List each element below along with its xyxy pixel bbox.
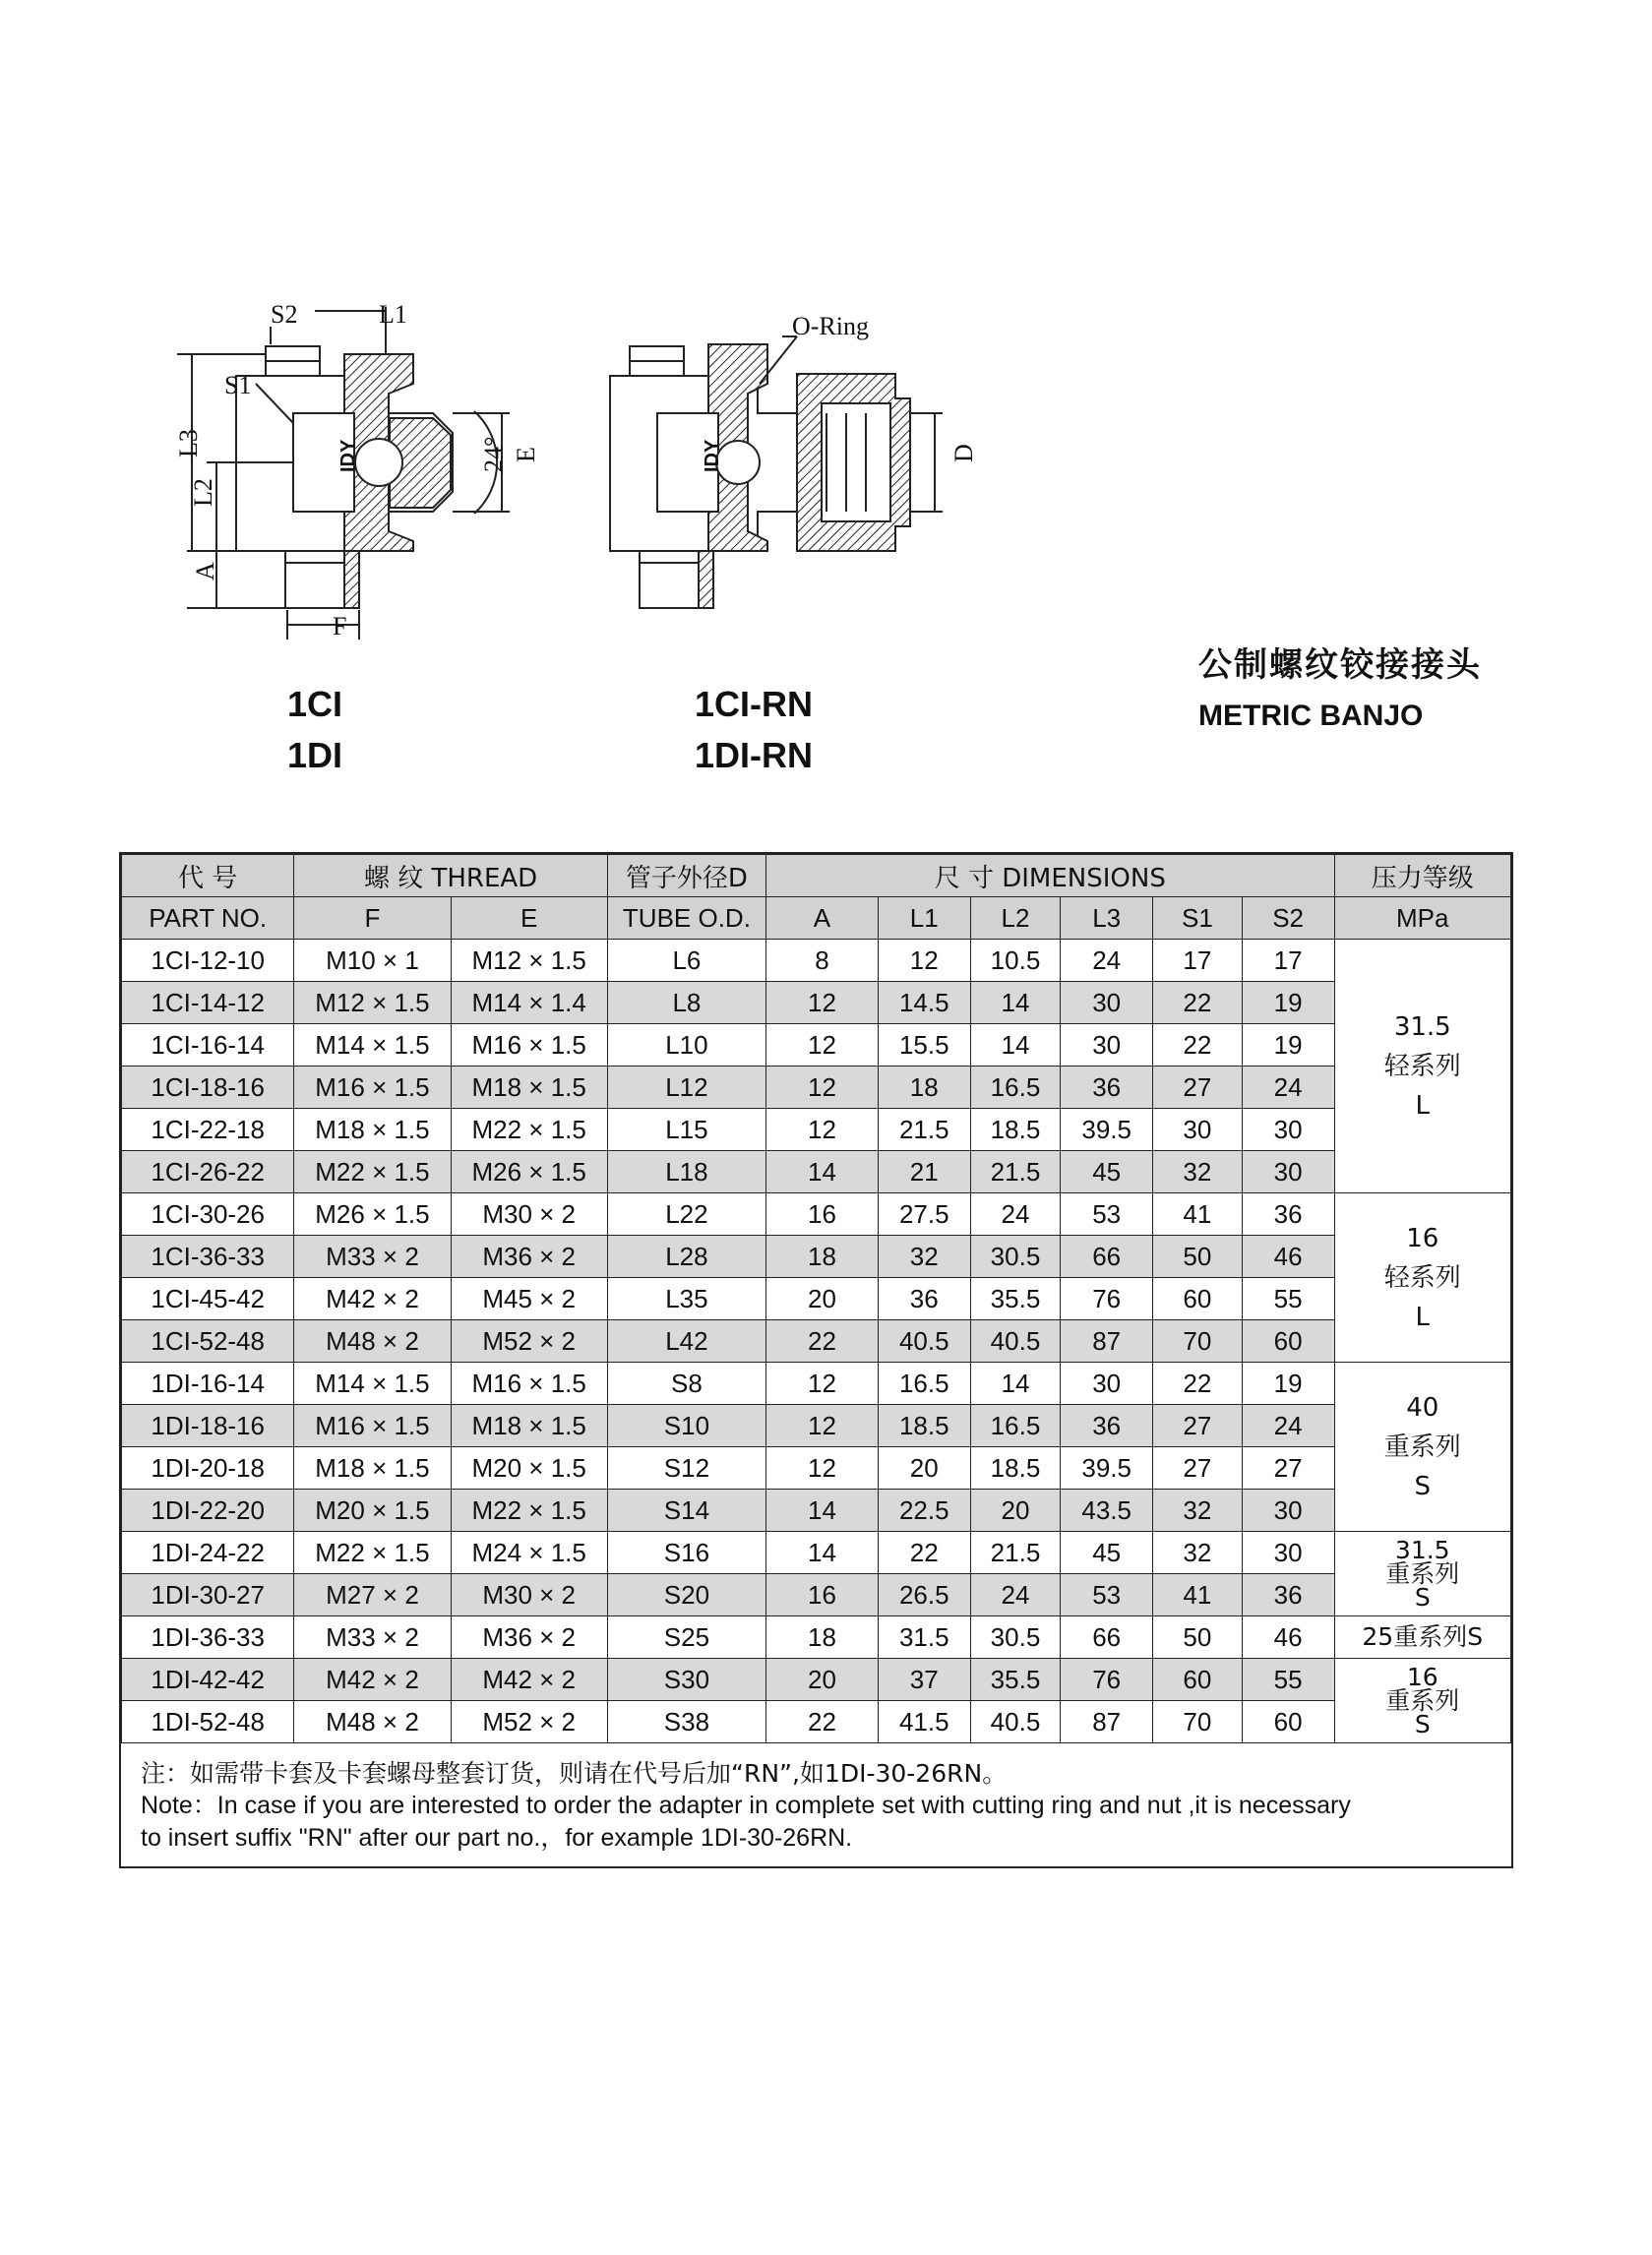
table-row <box>122 1574 1511 1616</box>
cell-s1: 30 <box>1153 1109 1243 1151</box>
order-note <box>121 1743 1511 1855</box>
dim-label-a: A <box>191 562 219 580</box>
model-label-1di: 1DI <box>287 735 343 775</box>
pressure-line: 40 <box>1406 1392 1439 1423</box>
pressure-line: 16 <box>1406 1662 1438 1691</box>
cell-l3: 87 <box>1061 1320 1153 1363</box>
pressure-line: 轻系列 <box>1383 1262 1461 1293</box>
cell-tube: L35 <box>607 1278 765 1320</box>
cell-e: M26 × 1.5 <box>451 1151 607 1193</box>
cell-s1: 70 <box>1153 1320 1243 1363</box>
table-body <box>122 940 1511 1743</box>
cell-a: 18 <box>766 1236 879 1278</box>
cell-s1: 22 <box>1153 1363 1243 1405</box>
cell-part: 1DI-30-27 <box>122 1574 294 1616</box>
table-row <box>122 1532 1511 1574</box>
product-title <box>1198 638 1482 733</box>
cell-part: 1CI-22-18 <box>122 1109 294 1151</box>
cell-l2: 14 <box>970 982 1061 1024</box>
cell-tube: S16 <box>607 1532 765 1574</box>
cell-s1: 60 <box>1153 1278 1243 1320</box>
table-row <box>122 1024 1511 1067</box>
cell-l3: 76 <box>1061 1278 1153 1320</box>
cell-e: M18 × 1.5 <box>451 1405 607 1447</box>
model-label-1ci-rn: 1CI-RN <box>695 684 814 724</box>
cell-f: M14 × 1.5 <box>294 1363 451 1405</box>
cell-l1: 14.5 <box>878 982 970 1024</box>
dim-label-l1: L1 <box>379 300 407 329</box>
table-row <box>122 1701 1511 1743</box>
cell-s2: 60 <box>1242 1320 1334 1363</box>
cell-e: M52 × 2 <box>451 1320 607 1363</box>
dim-label-l3: L3 <box>174 429 203 457</box>
cell-l1: 41.5 <box>878 1701 970 1743</box>
table-row <box>122 1193 1511 1236</box>
cell-l1: 37 <box>878 1659 970 1701</box>
cell-f: M48 × 2 <box>294 1701 451 1743</box>
cell-tube: L28 <box>607 1236 765 1278</box>
cell-l2: 14 <box>970 1363 1061 1405</box>
title-english: METRIC BANJO <box>1198 700 1424 732</box>
cell-l1: 22 <box>878 1532 970 1574</box>
cell-part: 1CI-16-14 <box>122 1024 294 1067</box>
cell-tube: L15 <box>607 1109 765 1151</box>
cell-s2: 46 <box>1242 1236 1334 1278</box>
cell-l2: 21.5 <box>970 1532 1061 1574</box>
cell-e: M22 × 1.5 <box>451 1490 607 1532</box>
cell-part: 1DI-18-16 <box>122 1405 294 1447</box>
cell-l1: 16.5 <box>878 1363 970 1405</box>
cell-e: M16 × 1.5 <box>451 1363 607 1405</box>
table-row <box>122 1278 1511 1320</box>
cell-s1: 41 <box>1153 1193 1243 1236</box>
cell-tube: L42 <box>607 1320 765 1363</box>
cell-l2: 18.5 <box>970 1109 1061 1151</box>
header-a: A <box>766 897 879 940</box>
cell-s1: 17 <box>1153 940 1243 982</box>
dim-label-s1: S1 <box>224 371 252 399</box>
cell-e: M12 × 1.5 <box>451 940 607 982</box>
cell-s1: 32 <box>1153 1532 1243 1574</box>
cell-f: M48 × 2 <box>294 1320 451 1363</box>
cell-part: 1CI-45-42 <box>122 1278 294 1320</box>
pressure-line: L <box>1415 1090 1430 1121</box>
cell-tube: L8 <box>607 982 765 1024</box>
cell-a: 22 <box>766 1701 879 1743</box>
pressure-line: 重系列 <box>1385 1558 1460 1588</box>
table-row <box>122 1067 1511 1109</box>
dim-label-d: D <box>949 444 978 462</box>
dim-label-angle: 24° <box>479 436 508 472</box>
cell-a: 12 <box>766 1109 879 1151</box>
cell-part: 1CI-14-12 <box>122 982 294 1024</box>
header-tube-od: TUBE O.D. <box>607 897 765 940</box>
cell-part: 1CI-52-48 <box>122 1320 294 1363</box>
cell-f: M18 × 1.5 <box>294 1447 451 1490</box>
cell-tube: S25 <box>607 1616 765 1659</box>
pressure-line: 重系列 <box>1383 1432 1461 1462</box>
cell-a: 14 <box>766 1490 879 1532</box>
pressure-line: 31.5 <box>1393 1011 1451 1042</box>
spec-sheet <box>119 852 1513 1868</box>
cell-a: 16 <box>766 1193 879 1236</box>
header-tube-cn: 管子外径D <box>607 855 765 897</box>
note-chinese: 注：如需带卡套及卡套螺母整套订货，则请在代号后加“RN”,如1DI-30-26RN。 <box>141 1759 1008 1788</box>
cell-a: 12 <box>766 982 879 1024</box>
cell-f: M42 × 2 <box>294 1659 451 1701</box>
cell-tube: S14 <box>607 1490 765 1532</box>
cell-part: 1CI-36-33 <box>122 1236 294 1278</box>
cell-part: 1CI-26-22 <box>122 1151 294 1193</box>
cell-s2: 36 <box>1242 1193 1334 1236</box>
cell-s1: 32 <box>1153 1490 1243 1532</box>
header-s2: S2 <box>1242 897 1334 940</box>
cell-l3: 36 <box>1061 1405 1153 1447</box>
cell-part: 1DI-16-14 <box>122 1363 294 1405</box>
cell-tube: L22 <box>607 1193 765 1236</box>
header-thread: 螺 纹 THREAD <box>294 855 607 897</box>
cell-e: M18 × 1.5 <box>451 1067 607 1109</box>
cell-l2: 35.5 <box>970 1659 1061 1701</box>
pressure-line: S <box>1414 1471 1432 1501</box>
cell-s2: 19 <box>1242 1024 1334 1067</box>
header-s1: S1 <box>1153 897 1243 940</box>
cell-s1: 22 <box>1153 1024 1243 1067</box>
cell-e: M24 × 1.5 <box>451 1532 607 1574</box>
table-row <box>122 940 1511 982</box>
dim-label-l2: L2 <box>189 478 217 507</box>
cell-l3: 24 <box>1061 940 1153 982</box>
cell-f: M33 × 2 <box>294 1236 451 1278</box>
cell-a: 12 <box>766 1067 879 1109</box>
cell-s1: 27 <box>1153 1405 1243 1447</box>
cell-l3: 45 <box>1061 1532 1153 1574</box>
cell-s2: 30 <box>1242 1109 1334 1151</box>
cell-f: M16 × 1.5 <box>294 1067 451 1109</box>
dim-label-e: E <box>512 447 540 462</box>
cell-f: M33 × 2 <box>294 1616 451 1659</box>
cell-l1: 15.5 <box>878 1024 970 1067</box>
cell-tube: L10 <box>607 1024 765 1067</box>
pressure-line: S <box>1414 1709 1431 1738</box>
banjo-drawing-1ci <box>177 307 510 640</box>
cell-f: M22 × 1.5 <box>294 1151 451 1193</box>
cell-l3: 43.5 <box>1061 1490 1153 1532</box>
cell-l1: 22.5 <box>878 1490 970 1532</box>
dim-label-s2: S2 <box>271 300 298 329</box>
cell-f: M14 × 1.5 <box>294 1024 451 1067</box>
cell-s2: 55 <box>1242 1659 1334 1701</box>
cell-e: M22 × 1.5 <box>451 1109 607 1151</box>
technical-drawing <box>157 285 984 659</box>
cell-part: 1DI-22-20 <box>122 1490 294 1532</box>
cell-e: M20 × 1.5 <box>451 1447 607 1490</box>
pressure-group <box>1334 1616 1510 1659</box>
model-labels-left <box>287 679 342 781</box>
cell-a: 14 <box>766 1151 879 1193</box>
cell-s1: 27 <box>1153 1447 1243 1490</box>
cell-f: M20 × 1.5 <box>294 1490 451 1532</box>
cell-f: M12 × 1.5 <box>294 982 451 1024</box>
cell-l2: 20 <box>970 1490 1061 1532</box>
cell-l2: 18.5 <box>970 1447 1061 1490</box>
cell-l1: 18 <box>878 1067 970 1109</box>
pressure-group <box>1334 940 1510 1193</box>
cell-s2: 60 <box>1242 1701 1334 1743</box>
pressure-line: L <box>1415 1302 1430 1332</box>
cell-tube: L12 <box>607 1067 765 1109</box>
cell-s2: 36 <box>1242 1574 1334 1616</box>
cell-a: 12 <box>766 1447 879 1490</box>
cell-s2: 30 <box>1242 1490 1334 1532</box>
cell-e: M30 × 2 <box>451 1193 607 1236</box>
model-label-1ci: 1CI <box>287 684 343 724</box>
cell-f: M22 × 1.5 <box>294 1532 451 1574</box>
pressure-group <box>1334 1532 1510 1616</box>
header-pressure-cn: 压力等级 <box>1334 855 1510 897</box>
idy-mark-right: IDY <box>702 439 723 472</box>
model-label-1di-rn: 1DI-RN <box>695 735 814 775</box>
cell-s1: 60 <box>1153 1659 1243 1701</box>
note-english-line-1: Note：In case if you are interested to order the adapter in complete set with cutting ring and nut ,it is necessary <box>141 1792 1351 1819</box>
cell-part: 1CI-18-16 <box>122 1067 294 1109</box>
cell-part: 1CI-30-26 <box>122 1193 294 1236</box>
cell-l3: 39.5 <box>1061 1109 1153 1151</box>
cell-l1: 36 <box>878 1278 970 1320</box>
cell-a: 20 <box>766 1278 879 1320</box>
cell-l3: 66 <box>1061 1236 1153 1278</box>
cell-l1: 32 <box>878 1236 970 1278</box>
table-row <box>122 1151 1511 1193</box>
cell-l3: 39.5 <box>1061 1447 1153 1490</box>
cell-s2: 24 <box>1242 1405 1334 1447</box>
header-l1: L1 <box>878 897 970 940</box>
cell-part: 1DI-24-22 <box>122 1532 294 1574</box>
cell-a: 18 <box>766 1616 879 1659</box>
pressure-line: S <box>1414 1582 1431 1612</box>
cell-l3: 53 <box>1061 1574 1153 1616</box>
table-row <box>122 1320 1511 1363</box>
cell-a: 20 <box>766 1659 879 1701</box>
cell-l1: 21.5 <box>878 1109 970 1151</box>
cell-s2: 19 <box>1242 1363 1334 1405</box>
cell-l3: 87 <box>1061 1701 1153 1743</box>
cell-l2: 30.5 <box>970 1236 1061 1278</box>
cell-f: M27 × 2 <box>294 1574 451 1616</box>
cell-s2: 30 <box>1242 1532 1334 1574</box>
cell-part: 1DI-36-33 <box>122 1616 294 1659</box>
cell-s1: 50 <box>1153 1236 1243 1278</box>
cell-s2: 46 <box>1242 1616 1334 1659</box>
cell-tube: S20 <box>607 1574 765 1616</box>
cell-e: M14 × 1.4 <box>451 982 607 1024</box>
cell-s2: 17 <box>1242 940 1334 982</box>
spec-table <box>121 854 1511 1743</box>
pressure-group <box>1334 1193 1510 1363</box>
cell-l2: 14 <box>970 1024 1061 1067</box>
cell-l2: 10.5 <box>970 940 1061 982</box>
cell-s1: 41 <box>1153 1574 1243 1616</box>
cell-tube: S30 <box>607 1659 765 1701</box>
title-chinese: 公制螺纹铰接接头 <box>1198 645 1482 685</box>
cell-tube: L6 <box>607 940 765 982</box>
cell-e: M45 × 2 <box>451 1278 607 1320</box>
cell-s2: 24 <box>1242 1067 1334 1109</box>
note-english-line-2: to insert suffix "RN" after our part no.，for example 1DI-30-26RN. <box>141 1824 853 1852</box>
cell-tube: S8 <box>607 1363 765 1405</box>
cell-a: 8 <box>766 940 879 982</box>
cell-s2: 55 <box>1242 1278 1334 1320</box>
cell-l3: 30 <box>1061 1363 1153 1405</box>
pressure-line: 31.5 <box>1394 1535 1450 1564</box>
header-dimensions: 尺 寸 DIMENSIONS <box>766 855 1334 897</box>
cell-l3: 76 <box>1061 1659 1153 1701</box>
cell-l3: 66 <box>1061 1616 1153 1659</box>
header-e: E <box>451 897 607 940</box>
cell-s1: 32 <box>1153 1151 1243 1193</box>
cell-l2: 16.5 <box>970 1067 1061 1109</box>
pressure-group <box>1334 1659 1510 1743</box>
header-f: F <box>294 897 451 940</box>
cell-l2: 24 <box>970 1574 1061 1616</box>
cell-a: 12 <box>766 1024 879 1067</box>
pressure-line: 重系列 <box>1385 1685 1460 1715</box>
cell-a: 12 <box>766 1405 879 1447</box>
table-row <box>122 1363 1511 1405</box>
model-labels-right <box>695 679 813 781</box>
cell-f: M26 × 1.5 <box>294 1193 451 1236</box>
cell-part: 1DI-20-18 <box>122 1447 294 1490</box>
cell-part: 1CI-12-10 <box>122 940 294 982</box>
cell-a: 12 <box>766 1363 879 1405</box>
cell-tube: L18 <box>607 1151 765 1193</box>
cell-l2: 16.5 <box>970 1405 1061 1447</box>
cell-s1: 27 <box>1153 1067 1243 1109</box>
cell-l2: 35.5 <box>970 1278 1061 1320</box>
cell-l3: 30 <box>1061 982 1153 1024</box>
cell-l1: 21 <box>878 1151 970 1193</box>
cell-e: M16 × 1.5 <box>451 1024 607 1067</box>
cell-l3: 45 <box>1061 1151 1153 1193</box>
header-mpa: MPa <box>1334 897 1510 940</box>
table-row <box>122 1405 1511 1447</box>
table-row <box>122 1616 1511 1659</box>
cell-f: M42 × 2 <box>294 1278 451 1320</box>
cell-l1: 18.5 <box>878 1405 970 1447</box>
cell-s2: 30 <box>1242 1151 1334 1193</box>
cell-l3: 30 <box>1061 1024 1153 1067</box>
cell-f: M10 × 1 <box>294 940 451 982</box>
dim-label-f: F <box>333 612 347 640</box>
header-code-cn: 代 号 <box>122 855 294 897</box>
header-l2: L2 <box>970 897 1061 940</box>
cell-s1: 22 <box>1153 982 1243 1024</box>
cell-l2: 21.5 <box>970 1151 1061 1193</box>
cell-s2: 27 <box>1242 1447 1334 1490</box>
header-part-no: PART NO. <box>122 897 294 940</box>
cell-s1: 70 <box>1153 1701 1243 1743</box>
cell-l1: 27.5 <box>878 1193 970 1236</box>
cell-l1: 12 <box>878 940 970 982</box>
cell-l1: 20 <box>878 1447 970 1490</box>
cell-a: 14 <box>766 1532 879 1574</box>
table-row <box>122 1490 1511 1532</box>
cell-l1: 26.5 <box>878 1574 970 1616</box>
cell-e: M36 × 2 <box>451 1616 607 1659</box>
pressure-line: 16 <box>1406 1223 1439 1253</box>
cell-a: 22 <box>766 1320 879 1363</box>
cell-l3: 36 <box>1061 1067 1153 1109</box>
dim-label-oring: O-Ring <box>792 312 869 340</box>
cell-l2: 40.5 <box>970 1320 1061 1363</box>
cell-e: M30 × 2 <box>451 1574 607 1616</box>
cell-tube: S38 <box>607 1701 765 1743</box>
cell-l1: 31.5 <box>878 1616 970 1659</box>
cell-f: M18 × 1.5 <box>294 1109 451 1151</box>
cell-e: M52 × 2 <box>451 1701 607 1743</box>
cell-l3: 53 <box>1061 1193 1153 1236</box>
table-header <box>122 855 1511 940</box>
pressure-line: 25重系列S <box>1362 1622 1484 1651</box>
cell-s1: 50 <box>1153 1616 1243 1659</box>
cell-part: 1DI-52-48 <box>122 1701 294 1743</box>
cell-l2: 24 <box>970 1193 1061 1236</box>
table-row <box>122 1236 1511 1278</box>
cell-e: M36 × 2 <box>451 1236 607 1278</box>
cell-tube: S10 <box>607 1405 765 1447</box>
banjo-drawing-1ci-rn <box>610 336 943 608</box>
table-row <box>122 1109 1511 1151</box>
cell-tube: S12 <box>607 1447 765 1490</box>
cell-l2: 40.5 <box>970 1701 1061 1743</box>
cell-e: M42 × 2 <box>451 1659 607 1701</box>
idy-mark-left: IDY <box>337 439 359 472</box>
cell-f: M16 × 1.5 <box>294 1405 451 1447</box>
cell-l1: 40.5 <box>878 1320 970 1363</box>
table-row <box>122 1659 1511 1701</box>
table-row <box>122 1447 1511 1490</box>
cell-s2: 19 <box>1242 982 1334 1024</box>
header-l3: L3 <box>1061 897 1153 940</box>
cell-l2: 30.5 <box>970 1616 1061 1659</box>
pressure-group <box>1334 1363 1510 1532</box>
pressure-line: 轻系列 <box>1383 1051 1461 1081</box>
cell-a: 16 <box>766 1574 879 1616</box>
table-row <box>122 982 1511 1024</box>
cell-part: 1DI-42-42 <box>122 1659 294 1701</box>
